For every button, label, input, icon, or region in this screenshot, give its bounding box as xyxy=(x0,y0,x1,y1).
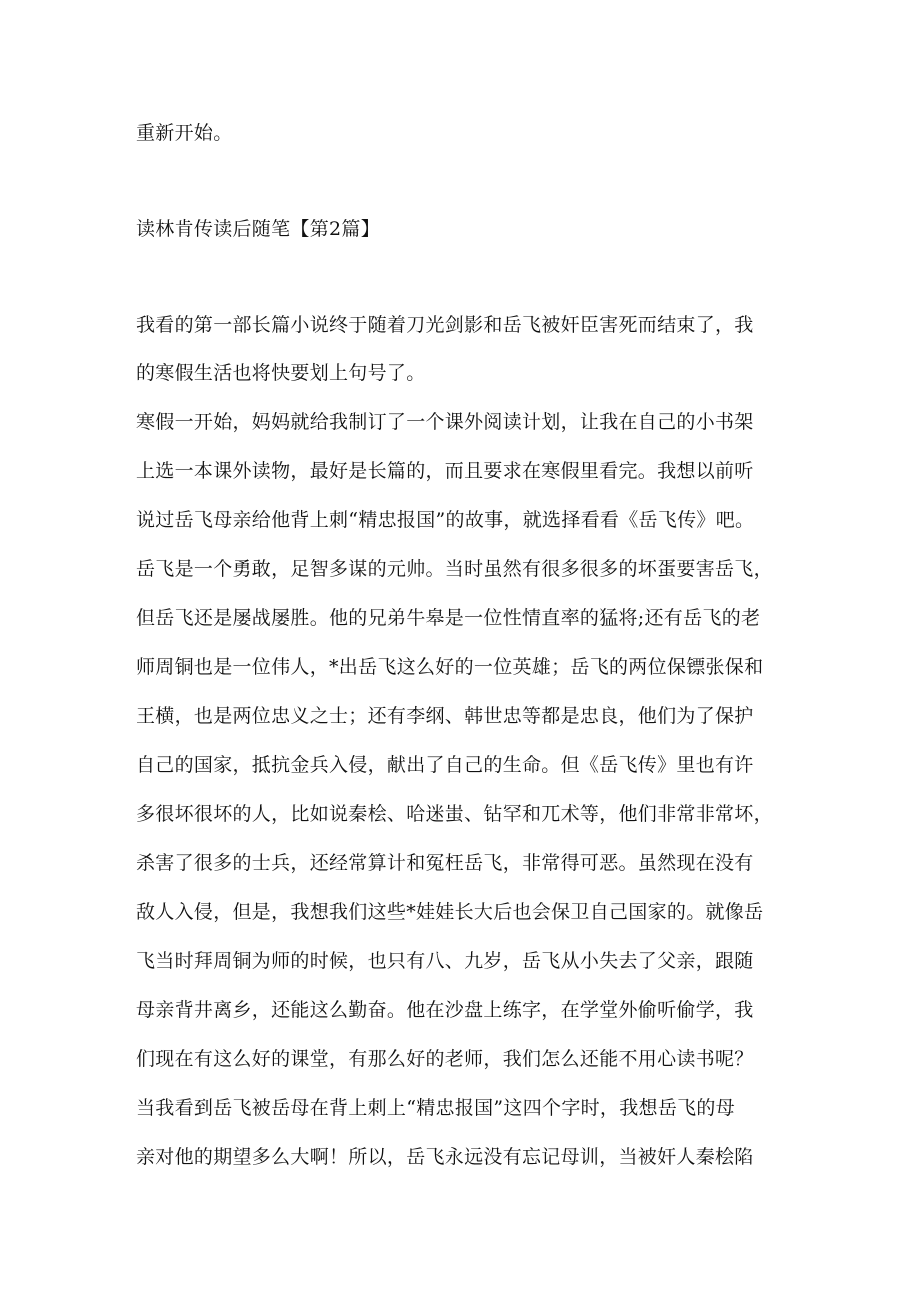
text-line: 师周铜也是一位伟人，*出岳飞这么好的一位英雄；岳飞的两位保镖张保和 xyxy=(136,656,764,678)
section-heading: 读林肯传读后随笔【第2篇】 xyxy=(136,218,380,240)
text-line: 敌人入侵，但是，我想我们这些*娃娃长大后也会保卫自己国家的。就像岳 xyxy=(136,901,764,923)
text-line: 当我看到岳飞被岳母在背上刺上“精忠报国”这四个字时，我想岳飞的母 xyxy=(136,1097,736,1119)
text-line: 但岳飞还是屡战屡胜。他的兄弟牛皋是一位性情直率的猛将;还有岳飞的老 xyxy=(136,607,761,629)
text-line: 多很坏很坏的人，比如说秦桧、哈迷蚩、钻罕和兀术等，他们非常非常坏， xyxy=(136,803,773,825)
text-line: 重新开始。 xyxy=(136,122,233,144)
text-line: 自己的国家，抵抗金兵入侵，献出了自己的生命。但《岳飞传》里也有许 xyxy=(136,754,754,776)
text-line: 的寒假生活也将快要划上句号了。 xyxy=(136,362,426,384)
text-line: 亲对他的期望多么大啊！所以，岳飞永远没有忘记母训，当被奸人秦桧陷 xyxy=(136,1146,754,1168)
text-line: 母亲背井离乡，还能这么勤奋。他在沙盘上练字，在学堂外偷听偷学，我 xyxy=(136,999,754,1021)
text-line: 上选一本课外读物，最好是长篇的，而且要求在寒假里看完。我想以前听 xyxy=(136,460,754,482)
text-line: 们现在有这么好的课堂，有那么好的老师，我们怎么还能不用心读书呢？ xyxy=(136,1048,754,1070)
text-line: 岳飞是一个勇敢，足智多谋的元帅。当时虽然有很多很多的坏蛋要害岳飞， xyxy=(136,558,773,580)
text-line: 说过岳飞母亲给他背上刺“精忠报国”的故事，就选择看看《岳飞传》吧。 xyxy=(136,509,755,531)
text-line: 寒假一开始，妈妈就给我制订了一个课外阅读计划，让我在自己的小书架 xyxy=(136,411,754,433)
text-line: 王横，也是两位忠义之士；还有李纲、韩世忠等都是忠良，他们为了保护 xyxy=(136,705,754,727)
text-line: 我看的第一部长篇小说终于随着刀光剑影和岳飞被奸臣害死而结束了，我 xyxy=(136,314,754,336)
text-line: 杀害了很多的士兵，还经常算计和冤枉岳飞，非常得可恶。虽然现在没有 xyxy=(136,852,754,874)
text-line: 飞当时拜周铜为师的时候，也只有八、九岁，岳飞从小失去了父亲，跟随 xyxy=(136,950,754,972)
